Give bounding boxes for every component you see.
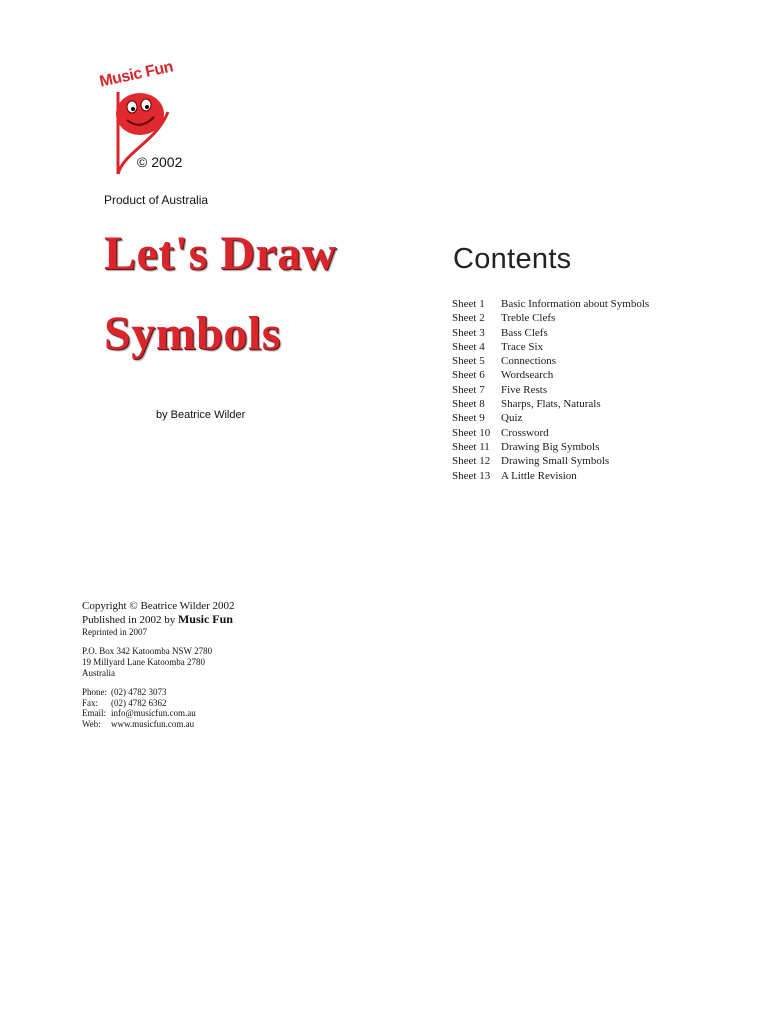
contact-label: Fax: — [82, 697, 99, 708]
contact-email — [82, 708, 235, 719]
sheet-title: Basic Information about Symbols — [501, 298, 650, 310]
list-item — [452, 340, 649, 354]
sheet-number: Sheet 7 — [452, 383, 485, 396]
sheet-number: Sheet 3 — [452, 326, 485, 339]
contact-value: (02) 4782 3073 — [111, 687, 167, 697]
title-line-1: Let's Draw — [104, 227, 337, 280]
sheet-number: Sheet 13 — [452, 469, 491, 482]
sheet-title: Trace Six — [501, 340, 544, 353]
list-item — [452, 368, 649, 382]
published-prefix: Published in 2002 by — [82, 614, 178, 626]
contact-value: info@musicfun.com.au — [111, 708, 196, 718]
contents-list — [452, 297, 649, 483]
list-item — [452, 354, 649, 368]
sheet-number: Sheet 11 — [452, 440, 490, 453]
sheet-title: Drawing Small Symbols — [501, 455, 610, 468]
copyright-year: © 2002 — [137, 154, 183, 170]
contents-heading: Contents — [453, 243, 572, 275]
contact-phone — [82, 687, 235, 698]
sheet-number: Sheet 12 — [452, 455, 491, 468]
address-line: P.O. Box 342 Katoomba NSW 2780 — [82, 646, 213, 656]
publication-info — [82, 600, 235, 729]
list-item — [452, 383, 649, 397]
title-line-2: Symbols — [104, 307, 281, 360]
list-item — [452, 411, 649, 425]
list-item — [452, 326, 649, 340]
address-line: 19 Millyard Lane Katoomba 2780 — [82, 657, 205, 667]
list-item — [452, 469, 649, 483]
sheet-title: Bass Clefs — [501, 326, 548, 339]
sheet-title: Sharps, Flats, Naturals — [501, 398, 601, 411]
list-item — [452, 440, 649, 454]
sheet-number: Sheet 4 — [452, 340, 485, 353]
reprinted-line: Reprinted in 2007 — [82, 627, 147, 637]
address-line: Australia — [82, 668, 115, 678]
sheet-number: Sheet 2 — [452, 312, 485, 325]
publisher-name: Music Fun — [177, 612, 233, 626]
sheet-number: Sheet 9 — [452, 412, 485, 425]
list-item — [452, 297, 649, 311]
sheet-number: Sheet 6 — [452, 369, 485, 382]
list-item — [452, 397, 649, 411]
list-item — [452, 426, 649, 440]
sheet-number: Sheet 8 — [452, 398, 485, 411]
logo-wordmark: Music Fun — [98, 58, 175, 91]
author: by Beatrice Wilder — [156, 409, 246, 421]
product-origin: Product of Australia — [104, 193, 209, 207]
sheet-title: Treble Clefs — [501, 312, 556, 325]
sheet-title: Wordsearch — [501, 369, 554, 382]
contact-web — [82, 719, 235, 730]
contact-label: Phone: — [82, 687, 108, 697]
copyright-line: Copyright © Beatrice Wilder 2002 — [82, 600, 235, 612]
sheet-number: Sheet 1 — [452, 298, 485, 310]
sheet-title: Five Rests — [501, 383, 548, 396]
contact-label: Email: — [82, 708, 106, 718]
sheet-title: Crossword — [501, 426, 549, 439]
published-line — [82, 613, 235, 627]
sheet-number: Sheet 10 — [452, 426, 491, 439]
sheet-number: Sheet 5 — [452, 355, 485, 368]
contact-fax — [82, 698, 235, 709]
sheet-title: A Little Revision — [501, 469, 577, 482]
contact-value: www.musicfun.com.au — [111, 718, 195, 729]
sheet-title: Drawing Big Symbols — [501, 440, 600, 453]
sheet-title: Connections — [501, 355, 556, 368]
list-item — [452, 311, 649, 325]
sheet-title: Quiz — [501, 412, 523, 425]
contact-value: (02) 4782 6362 — [111, 697, 167, 708]
list-item — [452, 454, 649, 468]
contact-label: Web: — [82, 718, 101, 729]
